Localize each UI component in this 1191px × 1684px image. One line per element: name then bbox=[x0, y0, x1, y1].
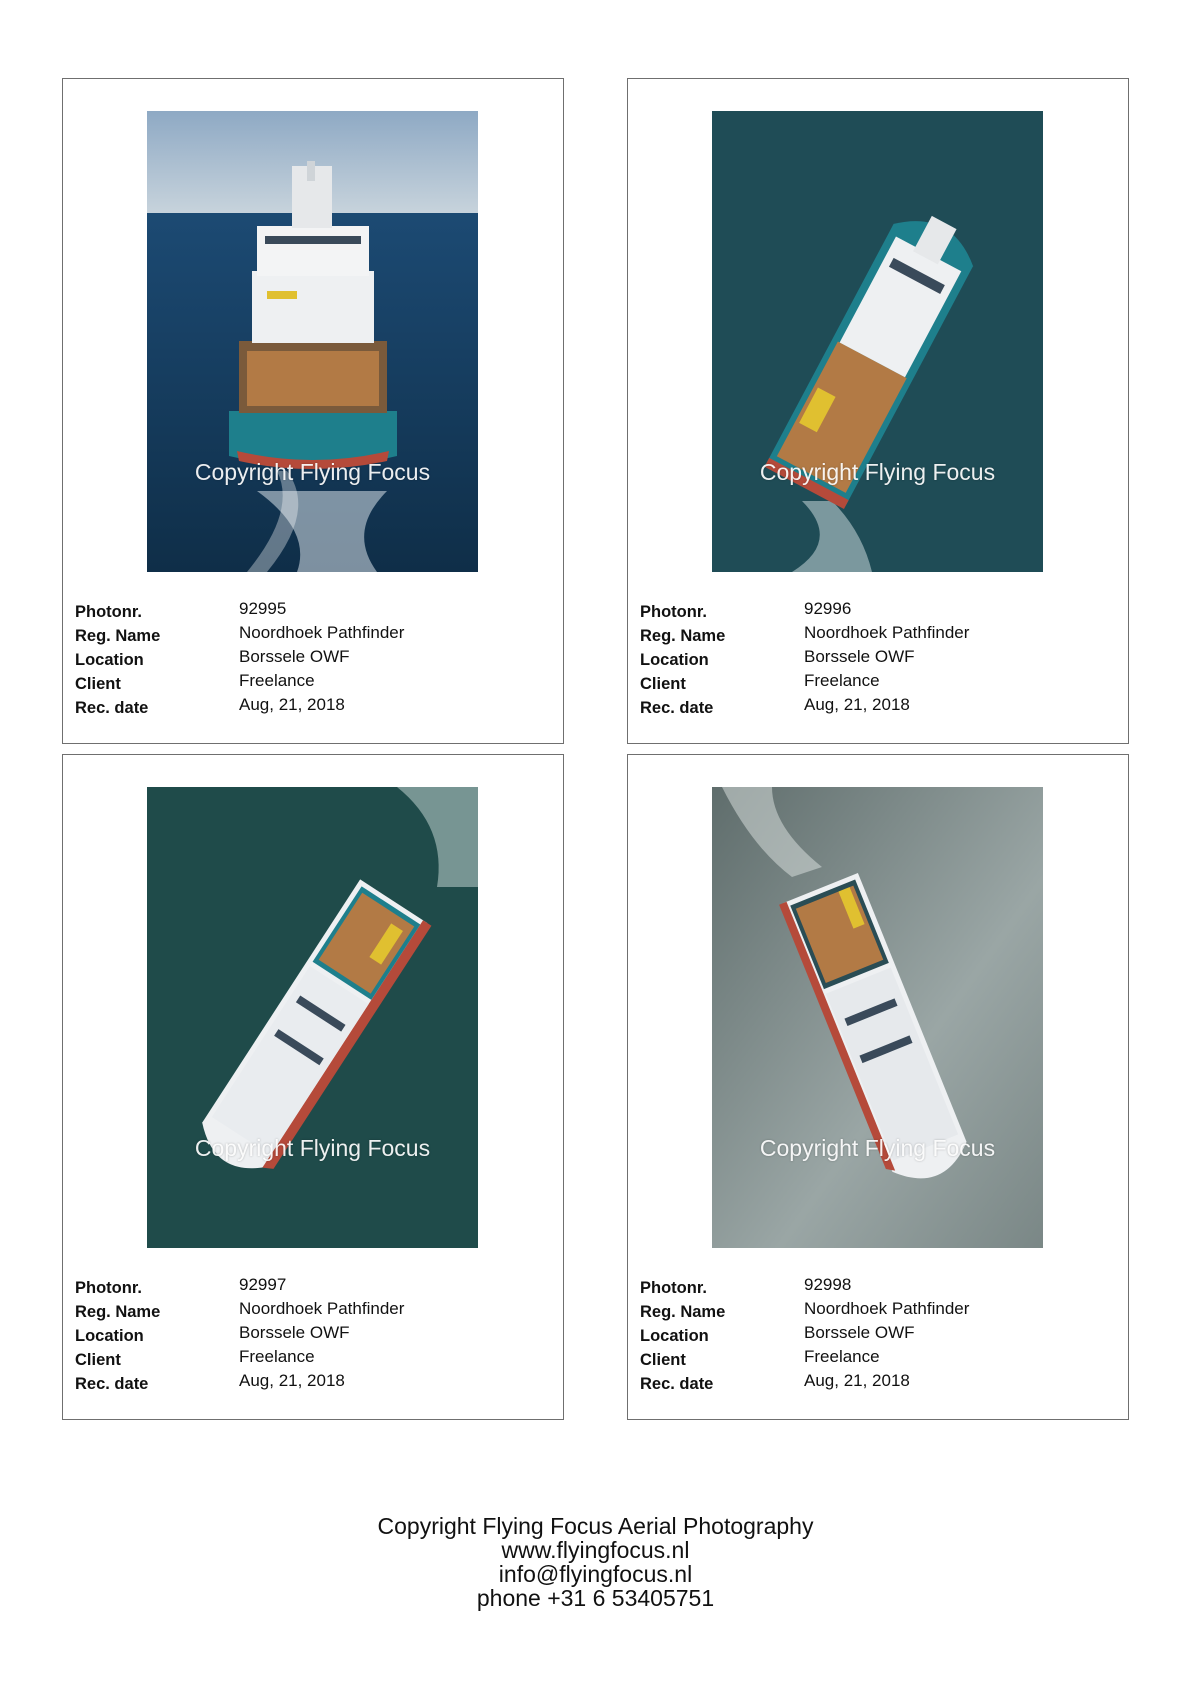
ship-photo-image bbox=[147, 787, 478, 1248]
meta-row-rec-date bbox=[75, 1371, 545, 1395]
meta-row-client bbox=[640, 671, 1110, 695]
meta-value: Aug, 21, 2018 bbox=[239, 695, 345, 714]
watermark-text: Copyright Flying Focus bbox=[759, 1135, 996, 1161]
meta-row-reg-name bbox=[75, 623, 545, 647]
watermark-text: Copyright Flying Focus bbox=[759, 459, 996, 485]
meta-label: Rec. date bbox=[75, 1375, 149, 1393]
meta-value: Noordhoek Pathfinder bbox=[804, 623, 970, 642]
meta-label: Location bbox=[640, 1327, 709, 1345]
photo-card bbox=[62, 78, 564, 744]
footer-email-link[interactable]: info@flyingfocus.nl bbox=[498, 1561, 693, 1587]
meta-label: Photonr. bbox=[640, 1279, 707, 1297]
photo-metadata bbox=[75, 1275, 545, 1395]
meta-value: Freelance bbox=[804, 671, 880, 690]
meta-label: Client bbox=[75, 675, 121, 693]
meta-label: Rec. date bbox=[640, 699, 714, 717]
footer-website-link[interactable]: www.flyingfocus.nl bbox=[501, 1537, 690, 1563]
meta-row-client bbox=[640, 1347, 1110, 1371]
ship-photo[interactable] bbox=[147, 787, 478, 1248]
meta-value: Borssele OWF bbox=[804, 647, 915, 666]
meta-label: Location bbox=[75, 651, 144, 669]
meta-value: Noordhoek Pathfinder bbox=[804, 1299, 970, 1318]
meta-label: Photonr. bbox=[640, 603, 707, 621]
photo-metadata bbox=[640, 1275, 1110, 1395]
footer-copyright: Copyright Flying Focus Aerial Photography bbox=[377, 1513, 814, 1539]
meta-label: Client bbox=[640, 675, 686, 693]
meta-label: Location bbox=[640, 651, 709, 669]
meta-row-photonr bbox=[75, 599, 545, 623]
meta-row-location bbox=[75, 647, 545, 671]
meta-label: Reg. Name bbox=[640, 1303, 726, 1321]
meta-row-photonr bbox=[75, 1275, 545, 1299]
meta-value: Borssele OWF bbox=[804, 1323, 915, 1342]
meta-row-client bbox=[75, 1347, 545, 1371]
meta-label: Reg. Name bbox=[75, 627, 161, 645]
meta-value: Freelance bbox=[804, 1347, 880, 1366]
meta-row-rec-date bbox=[640, 695, 1110, 719]
meta-row-rec-date bbox=[75, 695, 545, 719]
meta-value: Freelance bbox=[239, 671, 315, 690]
meta-value: Borssele OWF bbox=[239, 647, 350, 666]
meta-value: Borssele OWF bbox=[239, 1323, 350, 1342]
meta-label: Client bbox=[640, 1351, 686, 1369]
ship-photo[interactable] bbox=[712, 111, 1043, 572]
meta-value: Aug, 21, 2018 bbox=[804, 1371, 910, 1390]
meta-label: Rec. date bbox=[75, 699, 149, 717]
meta-row-photonr bbox=[640, 599, 1110, 623]
ship-photo-image bbox=[147, 111, 478, 572]
meta-label: Location bbox=[75, 1327, 144, 1345]
photo-metadata bbox=[75, 599, 545, 719]
meta-label: Photonr. bbox=[75, 603, 142, 621]
ship-photo[interactable] bbox=[147, 111, 478, 572]
meta-value: Noordhoek Pathfinder bbox=[239, 1299, 405, 1318]
meta-row-location bbox=[640, 1323, 1110, 1347]
meta-row-location bbox=[640, 647, 1110, 671]
meta-value: 92998 bbox=[804, 1275, 852, 1294]
photo-metadata bbox=[640, 599, 1110, 719]
photo-card bbox=[62, 754, 564, 1420]
meta-value: Noordhoek Pathfinder bbox=[239, 623, 405, 642]
ship-photo[interactable] bbox=[712, 787, 1043, 1248]
ship-photo-image bbox=[712, 787, 1043, 1248]
photo-card bbox=[627, 78, 1129, 744]
meta-row-client bbox=[75, 671, 545, 695]
meta-label: Photonr. bbox=[75, 1279, 142, 1297]
meta-value: 92997 bbox=[239, 1275, 287, 1294]
meta-row-reg-name bbox=[640, 1299, 1110, 1323]
ship-photo-image bbox=[712, 111, 1043, 572]
meta-label: Rec. date bbox=[640, 1375, 714, 1393]
meta-row-photonr bbox=[640, 1275, 1110, 1299]
meta-value: Freelance bbox=[239, 1347, 315, 1366]
photo-card bbox=[627, 754, 1129, 1420]
meta-value: 92996 bbox=[804, 599, 852, 618]
watermark-text: Copyright Flying Focus bbox=[194, 459, 431, 485]
meta-row-rec-date bbox=[640, 1371, 1110, 1395]
meta-label: Reg. Name bbox=[75, 1303, 161, 1321]
page-footer bbox=[0, 1514, 1191, 1610]
footer-phone: phone +31 6 53405751 bbox=[476, 1585, 715, 1611]
meta-row-reg-name bbox=[640, 623, 1110, 647]
meta-label: Reg. Name bbox=[640, 627, 726, 645]
meta-value: Aug, 21, 2018 bbox=[804, 695, 910, 714]
meta-value: Aug, 21, 2018 bbox=[239, 1371, 345, 1390]
meta-row-reg-name bbox=[75, 1299, 545, 1323]
meta-label: Client bbox=[75, 1351, 121, 1369]
watermark-text: Copyright Flying Focus bbox=[194, 1135, 431, 1161]
meta-value: 92995 bbox=[239, 599, 287, 618]
meta-row-location bbox=[75, 1323, 545, 1347]
